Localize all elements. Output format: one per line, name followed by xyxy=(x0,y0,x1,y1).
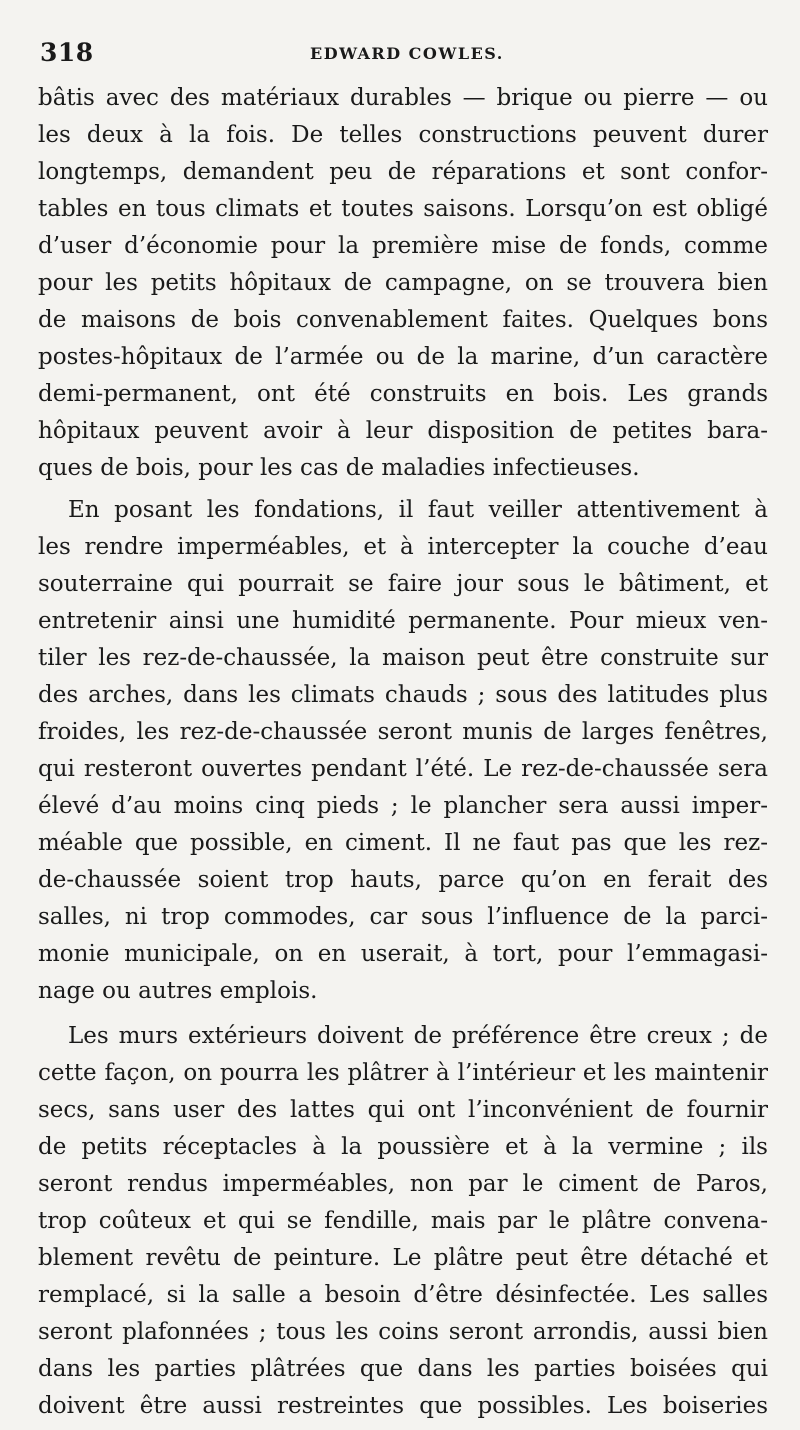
text-line: hôpitaux peuvent avoir à leur disposition de petites bara- xyxy=(38,418,768,444)
text-line: de-chaussée soient trop hauts, parce qu’on en ferait des xyxy=(38,867,768,893)
running-head: EDWARD COWLES. xyxy=(310,44,504,63)
page-body xyxy=(38,80,768,1425)
text-line: entretenir ainsi une humidité permanente. Pour mieux ven- xyxy=(38,608,768,634)
text-line: tables en tous climats et toutes saisons. Lorsqu’on est obligé xyxy=(38,196,768,222)
paragraph-1 xyxy=(38,80,768,487)
text-line: monie municipale, on en userait, à tort, pour l’emmagasi- xyxy=(38,941,768,967)
text-line: qui resteront ouvertes pendant l’été. Le rez-de-chaussée sera xyxy=(38,756,768,782)
text-line: les deux à la fois. De telles constructions peuvent durer xyxy=(38,122,768,148)
text-line: de petits réceptacles à la poussière et à la vermine ; ils xyxy=(38,1134,768,1160)
text-line: En posant les fondations, il faut veiller attentivement à xyxy=(68,497,768,523)
text-line: demi-permanent, ont été construits en bois. Les grands xyxy=(38,381,768,407)
text-line: salles, ni trop commodes, car sous l’influence de la parci- xyxy=(38,904,768,930)
text-line: cette façon, on pourra les plâtrer à l’intérieur et les maintenir xyxy=(38,1060,768,1086)
text-line: postes-hôpitaux de l’armée ou de la marine, d’un caractère xyxy=(38,344,768,370)
text-line: longtemps, demandent peu de réparations et sont confor- xyxy=(38,159,768,185)
paragraph-2 xyxy=(38,492,768,1010)
page-number: 318 xyxy=(40,38,94,67)
text-line: Les murs extérieurs doivent de préférence être creux ; de xyxy=(68,1023,768,1049)
text-line: bâtis avec des matériaux durables — brique ou pierre — ou xyxy=(38,85,768,111)
text-line: les rendre imperméables, et à intercepter la couche d’eau xyxy=(38,534,768,560)
text-line: seront rendus imperméables, non par le ciment de Paros, xyxy=(38,1171,768,1197)
text-line: de maisons de bois convenablement faites. Quelques bons xyxy=(38,307,768,333)
text-line: froides, les rez-de-chaussée seront munis de larges fenêtres, xyxy=(38,719,768,745)
text-line: souterraine qui pourrait se faire jour sous le bâtiment, et xyxy=(38,571,768,597)
text-line: ques de bois, pour les cas de maladies infectieuses. xyxy=(38,455,640,481)
text-line: d’user d’économie pour la première mise de fonds, comme xyxy=(38,233,768,259)
text-line: doivent être aussi restreintes que possibles. Les boiseries xyxy=(38,1393,768,1419)
text-line: secs, sans user des lattes qui ont l’inconvénient de fournir xyxy=(38,1097,768,1123)
paragraph-3 xyxy=(38,1018,768,1425)
text-line: méable que possible, en ciment. Il ne faut pas que les rez- xyxy=(38,830,768,856)
page-header xyxy=(40,38,760,72)
text-line: nage ou autres emplois. xyxy=(38,978,318,1004)
text-line: tiler les rez-de-chaussée, la maison peut être construite sur xyxy=(38,645,768,671)
text-line: blement revêtu de peinture. Le plâtre peut être détaché et xyxy=(38,1245,768,1271)
text-line: remplacé, si la salle a besoin d’être désinfectée. Les salles xyxy=(38,1282,768,1308)
text-line: trop coûteux et qui se fendille, mais par le plâtre convena- xyxy=(38,1208,768,1234)
text-line: élevé d’au moins cinq pieds ; le plancher sera aussi imper- xyxy=(38,793,768,819)
text-line: seront plafonnées ; tous les coins seront arrondis, aussi bien xyxy=(38,1319,768,1345)
text-line: pour les petits hôpitaux de campagne, on se trouvera bien xyxy=(38,270,768,296)
text-line: des arches, dans les climats chauds ; sous des latitudes plus xyxy=(38,682,768,708)
text-line: dans les parties plâtrées que dans les parties boisées qui xyxy=(38,1356,768,1382)
